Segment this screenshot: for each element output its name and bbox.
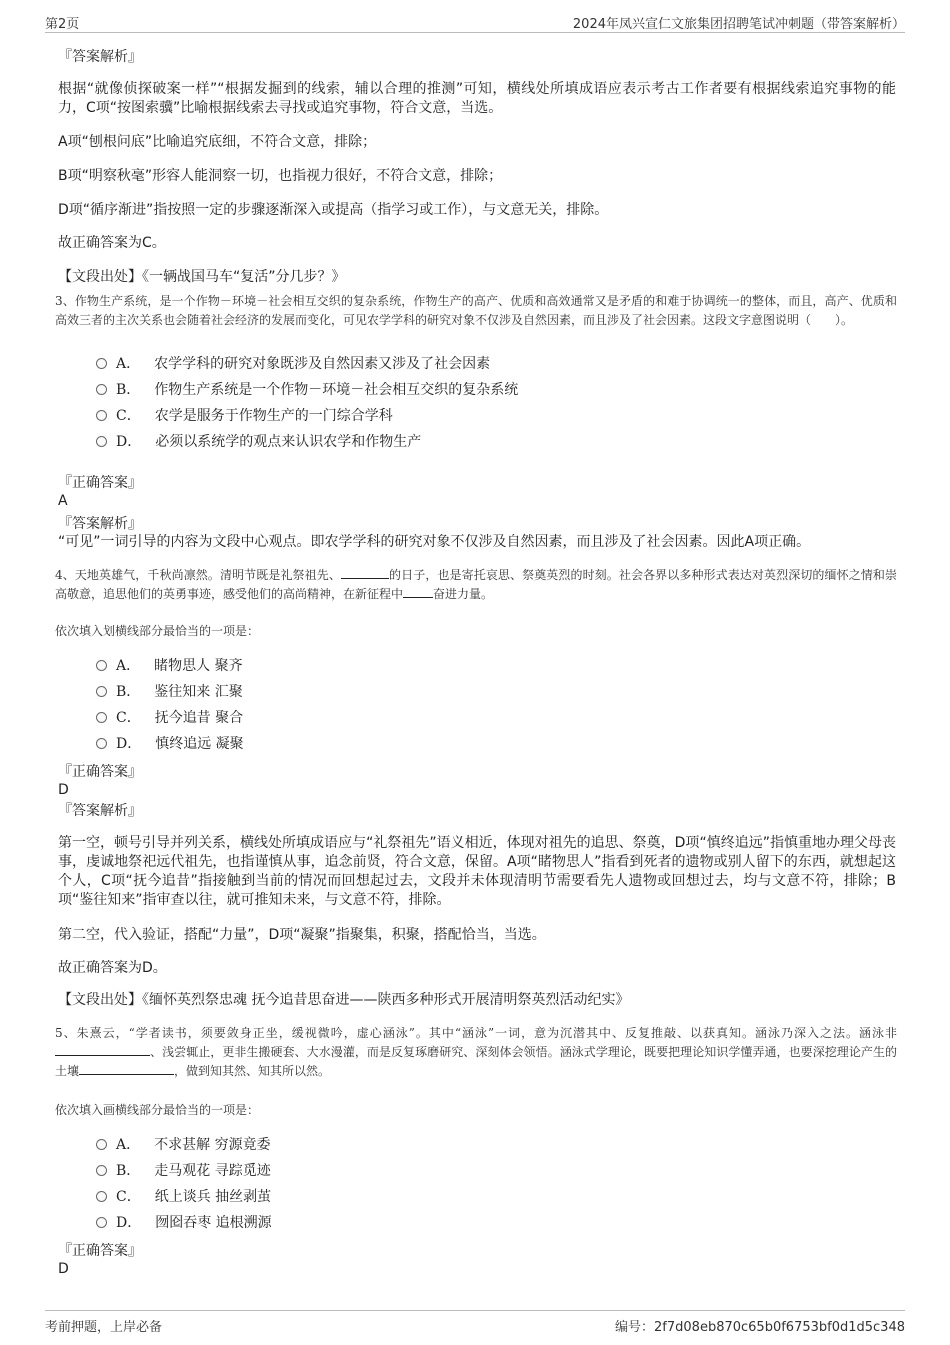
q4-prompt: 依次填入划横线部分最恰当的一项是： <box>55 624 260 638</box>
q3-answer: A <box>58 493 68 509</box>
q4-analysis-paragraph-1: 第一空，顿号引导并列关系，横线处所填成语应与“礼祭祖先”语义相近，体现对祖先的追思、祭奠，D项“慎终追远”指慎重地办理父母丧事，虔诚地祭祀远代祖先，也指谨慎从事，追念前贤，符合文意，保留。A项“睹物思人”指看到死者的遗物或别人留下的东西，就想起这个人，C项“抚今追昔”指接触到当前的情况而回想起过去，文段并未体现清明节需要看先人遗物或回想过去，均与文意不符，排除；B项“鉴往知来”指审查以往，就可推知未来，与文意不符，排除。 <box>58 835 896 908</box>
q3-option-d[interactable]: D． 必须以系统学的观点来认识农学和作物生产 <box>96 432 421 452</box>
blank-line <box>403 585 433 598</box>
q4-option-a[interactable]: A． 睹物思人 聚齐 <box>96 656 243 676</box>
radio-button[interactable] <box>96 686 107 697</box>
q4-answer: D <box>58 782 69 798</box>
q3-stem: 3、作物生产系统，是一个作物－环境－社会相互交织的复杂系统，作物生产的高产、优质和高效通常又是矛盾的和难于协调统一的整体，而且，高产、优质和高效三者的主次关系也会随着社会经济的发展而变化，可见农学学科的研究对象不仅涉及自然因素，而且涉及了社会因素。这段文字意图说明（ ）。 <box>55 294 897 327</box>
q5-prompt: 依次填入画横线部分最恰当的一项是： <box>55 1103 260 1117</box>
radio-button[interactable] <box>96 1165 107 1176</box>
q4-source: 【文段出处】《缅怀英烈祭忠魂 抚今追昔思奋进——陕西多种形式开展清明祭英烈活动纪实》 <box>58 992 630 1008</box>
q2-analysis-option-d: D项“循序渐进”指按照一定的步骤逐渐深入或提高（指学习或工作），与文意无关，排除。 <box>58 202 609 218</box>
radio-button[interactable] <box>96 660 107 671</box>
radio-button[interactable] <box>96 1191 107 1202</box>
q3-analysis: “可见”一词引导的内容为文段中心观点。即农学学科的研究对象不仅涉及自然因素，而且涉及了社会因素。因此A项正确。 <box>58 534 811 550</box>
q4-answer-label: 『正确答案』 <box>58 764 142 780</box>
q4-option-c[interactable]: C． 抚今追昔 聚合 <box>96 708 243 728</box>
page-number: 第2页 <box>45 17 80 32</box>
q3-option-b[interactable]: B． 作物生产系统是一个作物－环境－社会相互交织的复杂系统 <box>96 380 518 400</box>
radio-button[interactable] <box>96 738 107 749</box>
q3-analysis-label: 『答案解析』 <box>58 516 142 532</box>
q5-answer: D <box>58 1261 69 1277</box>
radio-button[interactable] <box>96 1217 107 1228</box>
q2-analysis-label: 『答案解析』 <box>58 49 142 65</box>
q4-analysis-label: 『答案解析』 <box>58 803 142 819</box>
q5-option-b[interactable]: B． 走马观花 寻踪觅迹 <box>96 1161 271 1181</box>
q2-analysis-option-b: B项“明察秋毫”形容人能洞察一切，也指视力很好，不符合文意，排除； <box>58 168 503 184</box>
q5-option-d[interactable]: D． 囫囵吞枣 追根溯源 <box>96 1213 272 1233</box>
q4-analysis-paragraph-2: 第二空，代入验证，搭配“力量”，D项“凝聚”指聚集，积聚，搭配恰当，当选。 <box>58 927 546 943</box>
q5-answer-label: 『正确答案』 <box>58 1243 142 1259</box>
radio-button[interactable] <box>96 712 107 723</box>
blank-line <box>79 1062 174 1075</box>
q3-option-c[interactable]: C． 农学是服务于作物生产的一门综合学科 <box>96 406 393 426</box>
document-title: 2024年凤兴宣仁文旅集团招聘笔试冲刺题（带答案解析） <box>572 17 905 32</box>
q4-stem: 4、天地英雄气，千秋尚凛然。清明节既是礼祭祖先、 的日子，也是寄托哀思、祭奠英烈的时刻。社会各界以多种形式表达对英烈深切的缅怀之情和崇高敬意，追思他们的英勇事迹，感受他们的高尚精神，在新征程中 奋进力量。 <box>55 568 897 601</box>
radio-button[interactable] <box>96 410 107 421</box>
blank-line <box>341 566 389 579</box>
q3-answer-label: 『正确答案』 <box>58 475 142 491</box>
q2-analysis-option-a: A项“刨根问底”比喻追究底细，不符合文意，排除； <box>58 134 377 150</box>
q4-option-b[interactable]: B． 鉴往知来 汇聚 <box>96 682 243 702</box>
q2-analysis-paragraph: 根据“就像侦探破案一样”“根据发掘到的线索，辅以合理的推测”可知，横线处所填成语应表示考古工作者要有根据线索追究事物的能力，C项“按图索骥”比喻根据线索去寻找或追究事物，符合文意，当选。 <box>58 81 896 116</box>
radio-button[interactable] <box>96 1139 107 1150</box>
q2-source: 【文段出处】《一辆战国马车“复活”分几步？》 <box>58 269 346 285</box>
q5-option-a[interactable]: A． 不求甚解 穷源竟委 <box>96 1135 271 1155</box>
radio-button[interactable] <box>96 358 107 369</box>
footer-slogan: 考前押题，上岸必备 <box>45 1320 163 1335</box>
blank-line <box>55 1043 150 1056</box>
q4-conclusion: 故正确答案为D。 <box>58 960 167 976</box>
document-id: 编号：2f7d08eb870c65b0f6753bf0d1d5c348 <box>615 1320 905 1335</box>
radio-button[interactable] <box>96 384 107 395</box>
page-footer <box>45 1310 905 1335</box>
q4-option-d[interactable]: D． 慎终追远 凝聚 <box>96 734 244 754</box>
q3-option-a[interactable]: A． 农学学科的研究对象既涉及自然因素又涉及了社会因素 <box>96 354 490 374</box>
q5-option-c[interactable]: C． 纸上谈兵 抽丝剥茧 <box>96 1187 271 1207</box>
radio-button[interactable] <box>96 436 107 447</box>
q5-stem: 5、朱熹云，“学者读书，须要敛身正坐，缓视微吟，虚心涵泳”。其中“涵泳”一词，意为沉潜其中、反复推敲、以获真知。涵泳乃深入之法。涵泳非、浅尝辄止，更非生搬硬套、大水漫灌，而是反复琢磨研究、深刻体会领悟。涵泳式学理论，既要把理论知识学懂弄通，也要深挖理论产生的土壤 ，做到知其然、知其所以然。 <box>55 1026 897 1078</box>
q2-conclusion: 故正确答案为C。 <box>58 235 166 251</box>
page-header <box>45 10 905 33</box>
